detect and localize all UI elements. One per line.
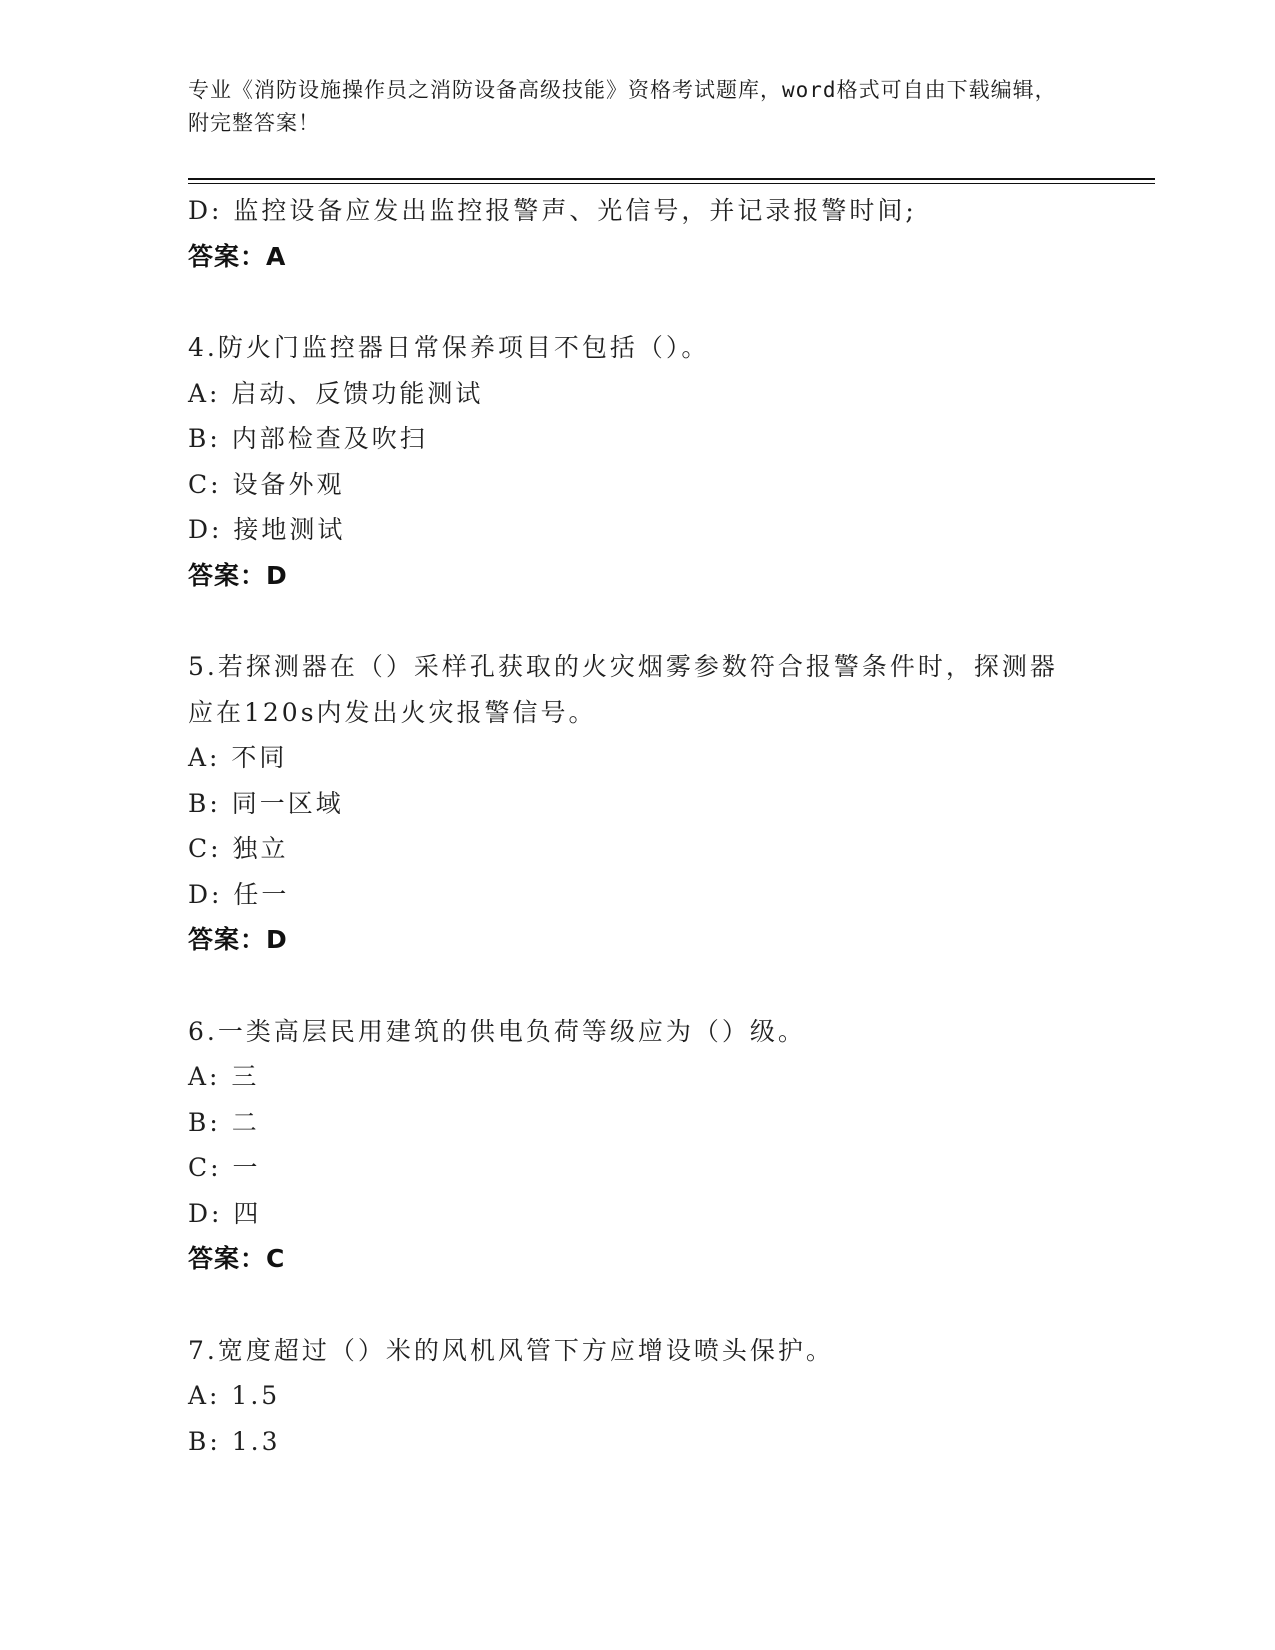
question-4-option-b: B: 内部检查及吹扫 (188, 424, 428, 453)
question-7-stem: 7.宽度超过（）米的风机风管下方应增设喷头保护。 (188, 1335, 834, 1365)
header-divider-thick (188, 178, 1155, 180)
question-6-answer: 答案：C (188, 1244, 286, 1273)
question-7-option-b: B: 1.3 (188, 1426, 281, 1456)
spacer (188, 1282, 1078, 1328)
question-5-option-d: D: 任一 (188, 879, 290, 909)
question-7-option-a: A: 1.5 (188, 1381, 281, 1410)
question-4-stem: 4.防火门监控器日常保养项目不包括（）。 (188, 333, 710, 362)
question-4-option-c: C: 设备外观 (188, 469, 345, 499)
question-6-stem: 6.一类高层民用建筑的供电负荷等级应为（）级。 (188, 1016, 806, 1046)
question-5-option-b: B: 同一区域 (188, 788, 344, 818)
question-4-option-d: D: 接地测试 (188, 515, 346, 544)
question-content (188, 188, 1078, 1464)
option-d: D: 监控设备应发出监控报警声、光信号，并记录报警时间; (188, 196, 917, 225)
question-5-option-c: C: 独立 (188, 834, 289, 863)
spacer (188, 963, 1078, 1009)
spacer (188, 279, 1078, 325)
question-6-option-a: A: 三 (188, 1062, 260, 1091)
question-5-answer: 答案：D (188, 925, 288, 954)
question-6-option-c: C: 一 (188, 1153, 261, 1182)
header-divider-thin (188, 183, 1155, 184)
question-6-option-d: D: 四 (188, 1198, 262, 1228)
answer-line: 答案：A (188, 241, 287, 271)
question-6-option-b: B: 二 (188, 1107, 260, 1137)
document-header: 专业《消防设施操作员之消防设备高级技能》资格考试题库，word格式可自由下载编辑，附完整答案！ (188, 78, 1057, 135)
question-4-answer: 答案：D (188, 560, 288, 590)
spacer (188, 598, 1078, 644)
question-5-option-a: A: 不同 (188, 743, 288, 772)
question-4-option-a: A: 启动、反馈功能测试 (188, 378, 484, 408)
question-5-stem: 5.若探测器在（）采样孔获取的火灾烟雾参数符合报警条件时，探测器应在120s内发出火灾报警信号。 (188, 652, 1058, 727)
